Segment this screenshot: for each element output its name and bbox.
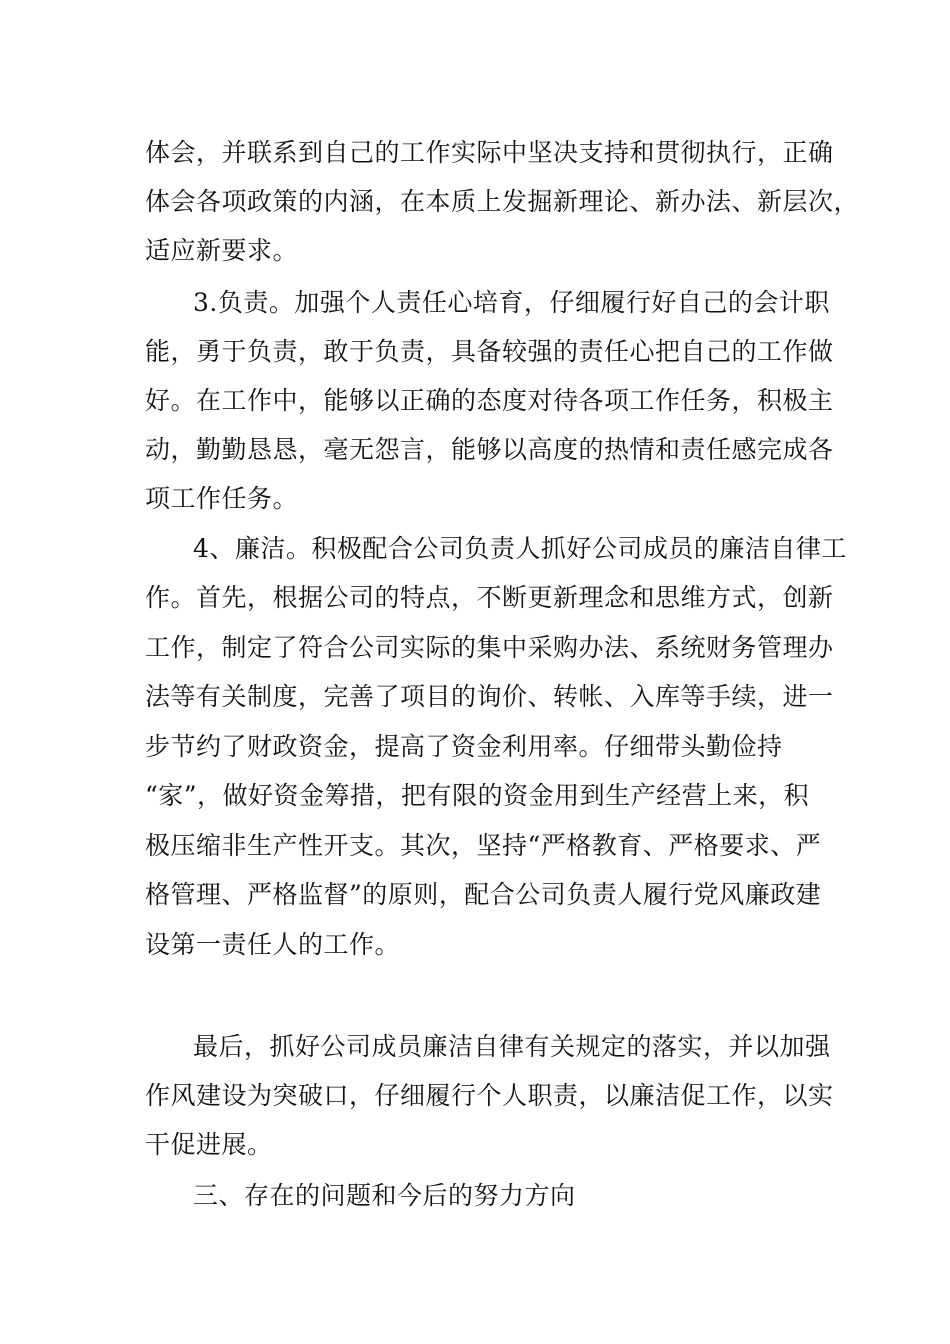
paragraph-start-line: 4、廉洁。积极配合公司负责人抓好公司成员的廉洁自律工 [193,534,847,563]
text-line: 体会各项政策的内涵，在本质上发掘新理论、新办法、新层次， [145,187,860,216]
text-line: 动，勤勤恳恳，毫无怨言，能够以高度的热情和责任感完成各 [145,435,834,464]
paragraph-start-line: 3.负责。加强个人责任心培育，仔细履行好自己的会计职 [193,288,830,317]
text-line: 好。在工作中，能够以正确的态度对待各项工作任务，积极主 [145,386,834,415]
text-line: 作风建设为突破口，仔细履行个人职责，以廉洁促工作，以实 [145,1081,834,1110]
text-line: 适应新要求。 [145,236,299,265]
text-line: 法等有关制度，完善了项目的询价、转帐、入库等手续，进一 [145,682,834,711]
paragraph-start-line: 最后，抓好公司成员廉洁自律有关规定的落实，并以加强 [193,1032,831,1061]
text-line: 工作，制定了符合公司实际的集中采购办法、系统财务管理办 [145,633,834,662]
text-line: 体会，并联系到自己的工作实际中坚决支持和贯彻执行，正确 [145,138,834,167]
text-line: “家”，做好资金筹措，把有限的资金用到生产经营上来，积 [145,781,810,810]
text-line: 步节约了财政资金，提高了资金利用率。仔细带头勤俭持 [145,732,783,761]
text-line: 极压缩非生产性开支。其次，坚持“严格教育、严格要求、严 [145,831,822,860]
text-line: 作。首先，根据公司的特点，不断更新理念和思维方式，创新 [145,583,834,612]
text-line: 干促进展。 [145,1130,273,1159]
text-line: 能，勇于负责，敢于负责，具备较强的责任心把自己的工作做 [145,337,834,366]
text-line: 项工作任务。 [145,484,299,513]
text-line: 设第一责任人的工作。 [145,930,401,959]
text-line: 格管理、严格监督”的原则，配合公司负责人履行党风廉政建 [145,880,822,909]
section-heading: 三、存在的问题和今后的努力方向 [193,1181,576,1210]
